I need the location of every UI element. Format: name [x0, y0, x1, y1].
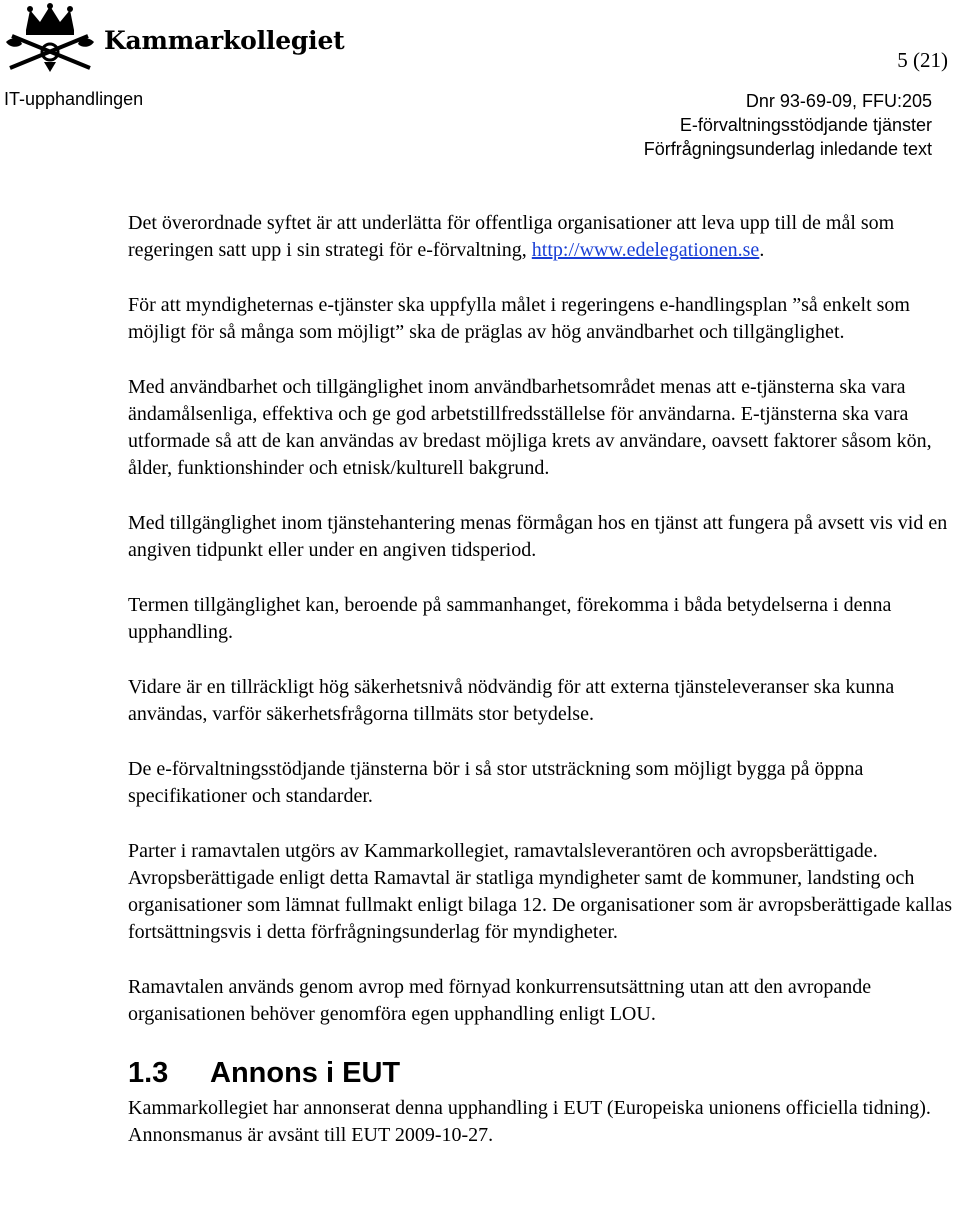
- header-document-type: Förfrågningsunderlag inledande text: [643, 139, 932, 159]
- edelegation-link[interactable]: http://www.edelegationen.se: [531, 239, 760, 261]
- page-number: 5 (21): [897, 48, 948, 72]
- org-logo: [4, 2, 345, 74]
- paragraph-open-standards: De e-förvaltningsstödjande tjänsterna bör i så stor utsträckning som möjligt bygga på öppna specifikationer och standarder.: [128, 758, 864, 807]
- paragraph-parties: Parter i ramavtalen utgörs av Kammarkollegiet, ramavtalsleverantören och avropsberättigade. Avropsberättigade enligt detta Ramavtal är statliga myndigheter samt de kommuner, landsting och organisationer som lämnat fullmakt enligt bilaga 12. De organisationer som är avropsberättigade kallas fortsättningsvis i detta förfrågningsunderlag för myndigheter.: [128, 840, 953, 943]
- paragraph-term-usage: Termen tillgänglighet kan, beroende på sammanhanget, förekomma i båda betydelserna i denna upphandling.: [128, 594, 892, 643]
- paragraph-availability-definition: Med tillgänglighet inom tjänstehantering menas förmågan hos en tjänst att fungera på avsett vis vid en angiven tidpunkt eller under en angiven tidsperiod.: [128, 512, 948, 561]
- paragraph-eut-notice: Kammarkollegiet har annonserat denna upphandling i EUT (Europeiska unionens officiella tidning). Annonsmanus är avsänt till EUT 2009-10-27.: [128, 1097, 931, 1146]
- section-title: Annons i EUT: [210, 1057, 401, 1089]
- section-number: 1.3: [128, 1057, 169, 1089]
- section-heading: [128, 1057, 956, 1089]
- paragraph-usability-definition: Med användbarhet och tillgänglighet inom användbarhetsområdet menas att e-tjänsterna ska vara ändamålsenliga, effektiva och ge god arbetstillfredsställelse för användarna. E-tjänsterna ska vara utformade så att de kan användas av bredast möjliga krets av användare, oavsett faktorer såsom kön, ålder, funktionshinder och etnisk/kulturell bakgrund.: [128, 376, 932, 479]
- crown-emblem-icon: [4, 2, 96, 74]
- header-diary-number: Dnr 93-69-09, FFU:205: [745, 91, 932, 111]
- header-left-title: IT-upphandlingen: [4, 89, 144, 109]
- header-subject: E-förvaltningsstödjande tjänster: [679, 115, 932, 135]
- header-right-block: [644, 89, 932, 161]
- org-name: Kammarkollegiet: [104, 25, 345, 55]
- paragraph-security: Vidare är en tillräckligt hög säkerhetsnivå nödvändig för att externa tjänsteleveranser ska kunna användas, varför säkerhetsfrågorna tillmäts stor betydelse.: [128, 676, 895, 725]
- paragraph-purpose: Det överordnade syftet är att underlätta för offentliga organisationer att leva upp till de mål som regeringen satt upp i sin strategi för e-förvaltning, http://www.edelegationen.se.: [128, 212, 895, 261]
- paragraph-call-off: Ramavtalen används genom avrop med förnyad konkurrensutsättning utan att den avropande organisationen behöver genomföra egen upphandling enligt LOU.: [128, 976, 872, 1025]
- paragraph-e-services-goal: För att myndigheternas e-tjänster ska uppfylla målet i regeringens e-handlingsplan ”så enkelt som möjligt för så många som möjligt” ska de präglas av hög användbarhet och tillgänglighet.: [128, 294, 910, 343]
- document-body: [128, 210, 956, 1149]
